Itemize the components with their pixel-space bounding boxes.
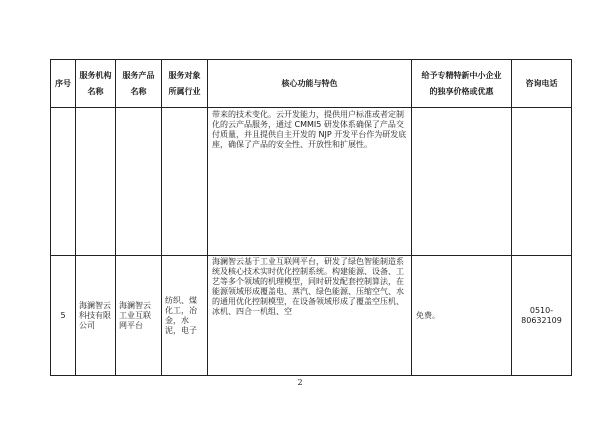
header-offer-line2: 的独享价格或优惠 <box>429 86 494 96</box>
row-phone <box>512 108 572 256</box>
row-features: 带来的技术变化。云开发能力，提供用户标准或者定制化的云产品服务，通过 CMMI5 研发体系确保了产品交付质量，并且提供自主开发的 NJP 开发平台作为研发底座，确保了产品的安全性、开放性和扩展性。 <box>208 108 412 256</box>
header-industry <box>162 60 208 108</box>
row-features: 海澜智云基于工业互联网平台，研发了绿色智能制造系统及核心技术实时优化控制系统。构建能源、设备、工艺等多个领域的机理模型，同时研发配套控制算法，在能源领域形成覆盖电、蒸汽、绿色能源、压缩空气、水的通用优化控制模型，在设备领域形成了覆盖空压机、冰机、四合一机组、空 <box>208 256 412 376</box>
header-org-line1: 服务机构 <box>79 70 112 80</box>
service-table <box>50 59 572 376</box>
page-number: 2 <box>297 378 303 387</box>
header-index: 序号 <box>51 60 76 108</box>
row-product <box>116 108 162 256</box>
row-product: 海澜智云工业互联网平台 <box>116 256 162 376</box>
header-offer-line1: 给予专精特新中小企业 <box>421 70 502 80</box>
row-org <box>76 108 116 256</box>
header-phone: 咨询电话 <box>512 60 572 108</box>
row-org: 海澜智云科技有限公司 <box>76 256 116 376</box>
row-phone: 0510-80632109 <box>512 256 572 376</box>
row-industry <box>162 108 208 256</box>
row-index: 5 <box>51 256 76 376</box>
header-org <box>76 60 116 108</box>
header-features: 核心功能与特色 <box>208 60 412 108</box>
header-product-line1: 服务产品 <box>122 70 155 80</box>
header-org-line2: 名称 <box>87 86 104 96</box>
row-index <box>51 108 76 256</box>
header-product-line2: 名称 <box>130 86 147 96</box>
header-product <box>116 60 162 108</box>
row-offer <box>412 108 512 256</box>
header-offer <box>412 60 512 108</box>
header-industry-line2: 所属行业 <box>168 86 201 96</box>
header-industry-line1: 服务对象 <box>168 70 201 80</box>
table-row <box>51 108 572 256</box>
table-row <box>51 256 572 376</box>
header-row <box>51 60 572 108</box>
row-offer: 免费。 <box>412 256 512 376</box>
row-industry: 纺织、煤化工，冶金，水泥，电子 <box>162 256 208 376</box>
